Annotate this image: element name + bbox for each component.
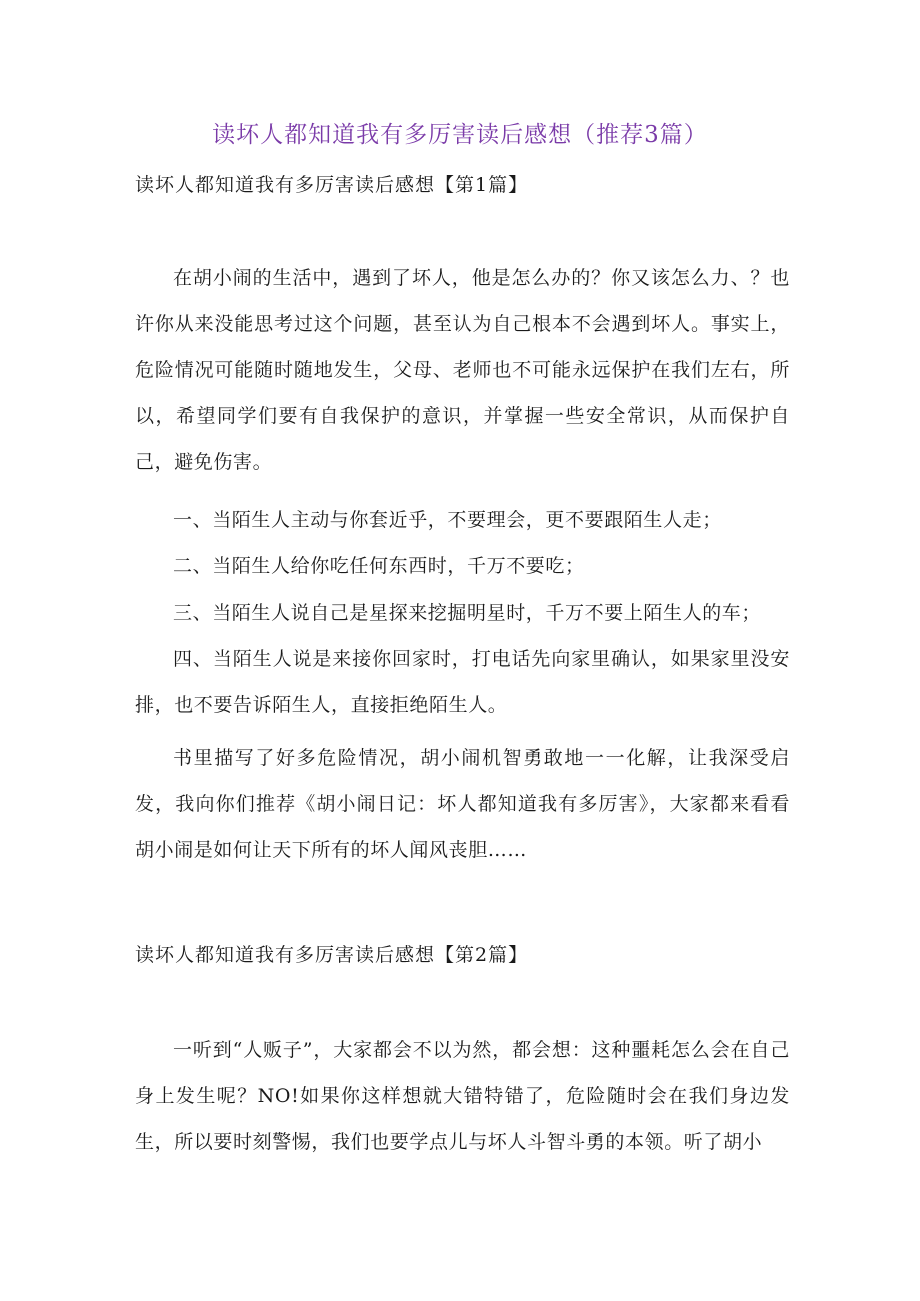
section-1-heading: 读坏人都知道我有多厉害读后感想【第1篇】 (135, 174, 529, 196)
section-1-paragraph-recommendation: 书里描写了好多危险情况，胡小闹机智勇敢地一一化解，让我深受启发，我向你们推荐《胡小闹日记：坏人都知道我有多厉害》，大家都来看看胡小闹是如何让天下所有的坏人闻风丧胆…… (135, 747, 790, 861)
section-2-paragraph-1: 一听到“人贩子”，大家都会不以为然，都会想：这种噩耗怎么会在自己身上发生呢？NO!如果你这样想就大错特错了，危险随时会在我们身边发生，所以要时刻警惕，我们也要学点儿与坏人斗智斗勇的本领。听了胡小 (135, 1039, 790, 1153)
section-1-list-item-3: 三、当陌生人说自己是星探来挖掘明星时，千万不要上陌生人的车； (173, 602, 762, 624)
document-title: 读坏人都知道我有多厉害读后感想（推荐3篇） (212, 122, 708, 148)
section-2-heading: 读坏人都知道我有多厉害读后感想【第2篇】 (135, 944, 529, 966)
section-1-list-item-4: 四、当陌生人说是来接你回家时，打电话先向家里确认，如果家里没安排，也不要告诉陌生人，直接拒绝陌生人。 (135, 648, 790, 716)
section-1-list-item-2: 二、当陌生人给你吃任何东西时，千万不要吃； (173, 555, 585, 577)
section-1-list-item-1: 一、当陌生人主动与你套近乎，不要理会，更不要跟陌生人走； (173, 509, 722, 531)
section-1-paragraph-intro: 在胡小闹的生活中，遇到了坏人，他是怎么办的？你又该怎么力、？也许你从来没能思考过这个问题，甚至认为自己根本不会遇到坏人。事实上，危险情况可能随时随地发生，父母、老师也不可能永远保护在我们左右，所以，希望同学们要有自我保护的意识，并掌握一些安全常识，从而保护自己，避免伤害。 (135, 267, 790, 473)
